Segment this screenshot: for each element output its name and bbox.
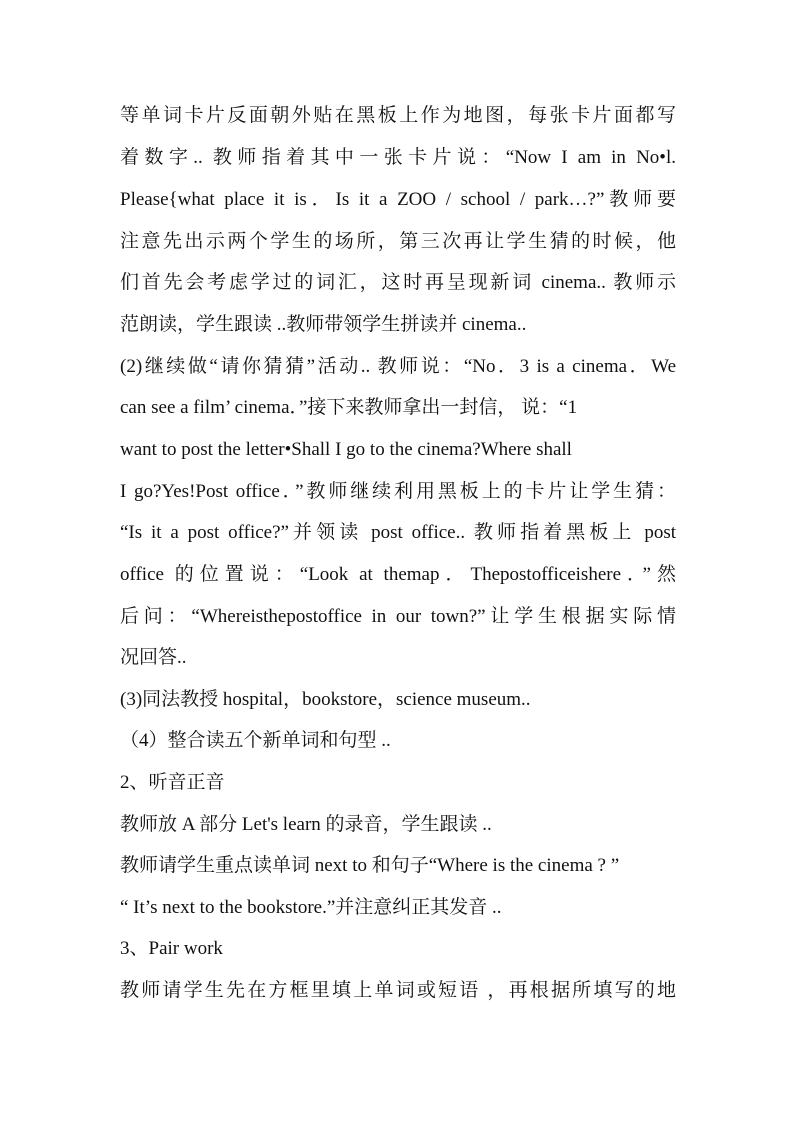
text-line: （4）整合读五个新单词和句型 .. [120, 730, 391, 751]
text-line: want to post the letter•Shall I go to the cinema?Where shall [120, 439, 572, 460]
text-line: 教师请学生先在方框里填上单词或短语 ，再根据所填写的地 [120, 980, 676, 1001]
text-line: (3)同法教授 hospital，bookstore，science museum.. [120, 689, 531, 710]
text-line: 2、听音正音 [120, 772, 225, 793]
text-line: 况回答.. [120, 647, 187, 668]
text-line: office 的位置说：“Look at themap．Thepostofficeishere．”然 [120, 564, 676, 585]
text-line: I go?Yes!Post office．”教师继续利用黑板上的卡片让学生猜： [120, 481, 676, 502]
text-line: 们首先会考虑学过的词汇，这时再呈现新词 cinema.. 教师示 [120, 272, 676, 293]
text-line: “ It’s next to the bookstore.”并注意纠正其发音 .. [120, 897, 502, 918]
text-line: 注意先出示两个学生的场所，第三次再让学生猜的时候，他 [120, 231, 676, 252]
text-line: (2)继续做“请你猜猜”活动.. 教师说：“No．3 is a cinema．We [120, 356, 676, 377]
text-line: 教师请学生重点读单词 next to 和句子“Where is the cinema ? ” [120, 855, 620, 876]
text-line: 后问：“Whereisthepostoffice in our town?”让学生根据实际情 [120, 606, 676, 627]
text-line: Please{what place it is．Is it a ZOO / school / park…?”教师要 [120, 189, 676, 210]
text-line: can see a film’ cinema．”接下来教师拿出一封信， 说：“1 [120, 397, 578, 418]
text-line: 着数字.. 教师指着其中一张卡片说：“Now I am in No•l. [120, 147, 676, 168]
text-line: 3、Pair work [120, 938, 223, 959]
text-line: “Is it a post office?”并领读 post office.. 教师指着黑板上 post [120, 522, 676, 543]
text-line: 范朗读，学生跟读 ..教师带领学生拼读并 cinema.. [120, 314, 527, 335]
text-line: 教师放 A 部分 Let's learn 的录音，学生跟读 .. [120, 814, 492, 835]
text-line: 等单词卡片反面朝外贴在黑板上作为地图，每张卡片面都写 [120, 105, 676, 126]
